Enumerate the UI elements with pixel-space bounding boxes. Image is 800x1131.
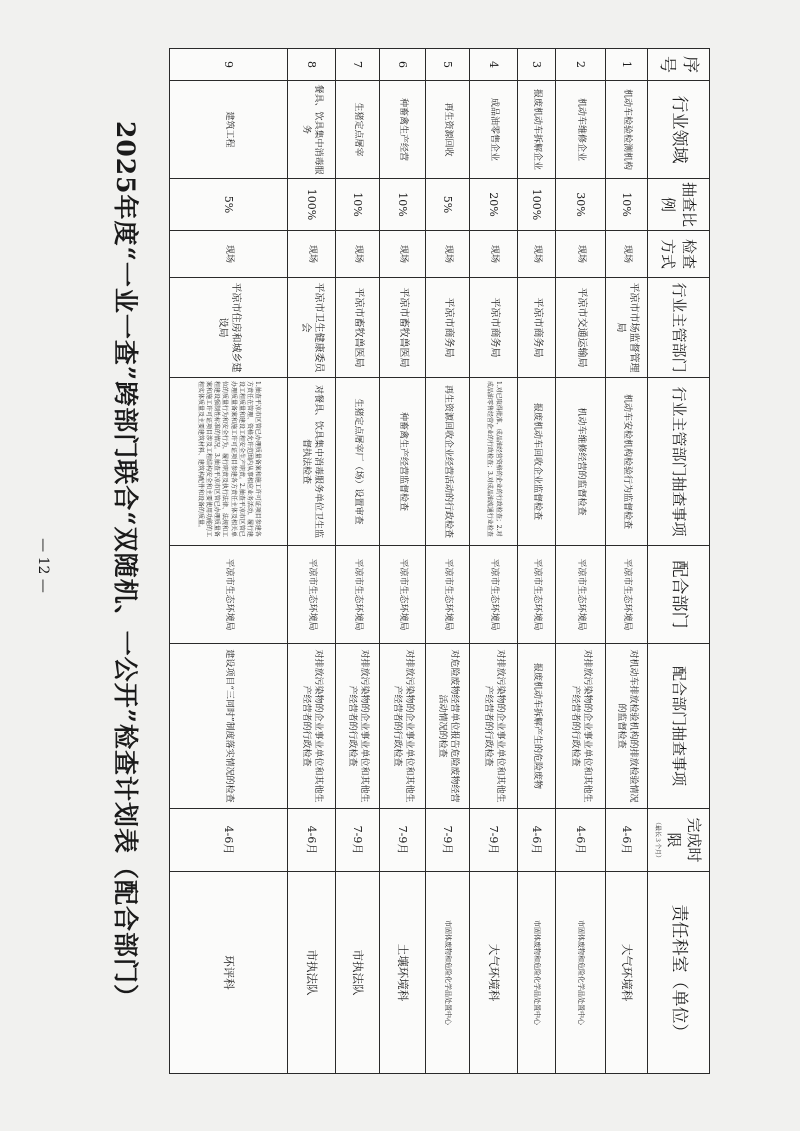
cell-method: 现场 [606,231,648,278]
cell-resp: 市执法队 [288,872,336,1074]
cell-coop-dept: 平凉市生态环境局 [380,546,426,644]
cell-lead-dept: 平凉市住房和城乡建设局 [170,278,288,378]
header-coop-items: 配合部门抽查事项 [648,644,710,809]
cell-lead-items: 机动车维修经营的监督检查 [556,378,606,546]
header-period-label: 完成时限 [664,817,703,863]
cell-period: 7-9月 [380,809,426,872]
cell-ratio: 100% [288,179,336,231]
cell-field: 成品油零售企业 [470,81,518,179]
cell-coop-items: 对排放污染物的企业事业单位和其他生产经营者的行政检查 [336,644,380,809]
cell-seq: 7 [336,49,380,81]
header-method: 检查方式 [648,231,710,278]
table-row [380,49,426,1074]
cell-coop-dept: 平凉市生态环境局 [606,546,648,644]
cell-method: 现场 [470,231,518,278]
cell-lead-dept: 平凉市畜牧兽医局 [380,278,426,378]
header-lead-items: 行业主管部门抽查事项 [648,378,710,546]
cell-lead-items: 种畜禽生产经营监督检查 [380,378,426,546]
cell-method: 现场 [336,231,380,278]
cell-lead-dept: 平凉市交通运输局 [556,278,606,378]
cell-seq: 2 [556,49,606,81]
cell-lead-items: 1.抽查平凉市区管已办理质量备案和施工许可证项目参建各方责任在管理、资格允许范围内从事相应业务活动，履行建设工程质量和建设工程安全生产职责。2.抽查平凉市区管已办理质量备案和施工许可证项目参建各方责任主体及相关单位的质量行为和安全行为，履行职责及执行法律、法规和工程建设强制性标准的情况。3.抽查平凉市区管已办理质量备案和施工许可证项目涉及工程结构安全和主要使用功能的工程实体质量及主要建筑材料、建筑构配件和设备的质量。 [170,378,288,546]
cell-lead-items: 生猪定点屠宰厂（场）设置审查 [336,378,380,546]
cell-resp: 环评科 [170,872,288,1074]
page-number: — 12 — [35,538,51,593]
cell-lead-dept: 平凉市市场监督管理局 [606,278,648,378]
cell-coop-items: 对排放污染物的企业事业单位和其他生产经营者的行政检查 [288,644,336,809]
cell-period: 4-6月 [170,809,288,872]
table-row [426,49,470,1074]
cell-lead-items: 对餐具、饮具集中消毒服务单位卫生监督执法检查 [288,378,336,546]
cell-lead-dept: 平凉市商务局 [426,278,470,378]
cell-seq: 9 [170,49,288,81]
cell-seq: 4 [470,49,518,81]
header-period [648,809,710,872]
table-row [288,49,336,1074]
table-row [170,49,288,1074]
header-seq: 序号 [648,49,710,81]
cell-coop-dept: 平凉市生态环境局 [170,546,288,644]
cell-seq: 6 [380,49,426,81]
table-row [606,49,648,1074]
cell-coop-items: 建设项目“三同时”制度落实情况的检查 [170,644,288,809]
table-row [556,49,606,1074]
cell-resp: 大气环境科 [606,872,648,1074]
cell-coop-items: 对危险废物经营单位报告危险废物经营活动情况的检查 [426,644,470,809]
cell-seq: 5 [426,49,470,81]
cell-lead-items: 机动车安检机构检验行为监督检查 [606,378,648,546]
cell-coop-dept: 平凉市生态环境局 [426,546,470,644]
cell-ratio: 20% [470,179,518,231]
cell-ratio: 5% [170,179,288,231]
cell-method: 现场 [288,231,336,278]
cell-resp: 市执法队 [336,872,380,1074]
page-title: 2025年度“一业一查”跨部门联合“双随机、一公开”检查计划表（配合部门） [111,120,140,1011]
cell-resp: 大气环境科 [470,872,518,1074]
cell-field: 机动车维修企业 [556,81,606,179]
cell-coop-dept: 平凉市生态环境局 [288,546,336,644]
cell-method: 现场 [170,231,288,278]
cell-field: 报废机动车拆解企业 [518,81,556,179]
cell-method: 现场 [518,231,556,278]
cell-field: 生猪定点屠宰 [336,81,380,179]
cell-ratio: 10% [606,179,648,231]
header-period-note: （最长３个月） [654,818,662,861]
cell-seq: 1 [606,49,648,81]
cell-resp: 市固体废物和危险化学品处置中心 [556,872,606,1074]
cell-field: 建筑工程 [170,81,288,179]
cell-coop-dept: 平凉市生态环境局 [336,546,380,644]
table-row [470,49,518,1074]
cell-field: 再生资源回收 [426,81,470,179]
header-lead-dept: 行业主管部门 [648,278,710,378]
cell-seq: 8 [288,49,336,81]
cell-lead-dept: 平凉市商务局 [518,278,556,378]
table-row [336,49,380,1074]
cell-period: 7-9月 [470,809,518,872]
cell-seq: 3 [518,49,556,81]
header-row [648,49,710,1074]
header-coop-dept: 配合部门 [648,546,710,644]
cell-lead-dept: 平凉市商务局 [470,278,518,378]
cell-ratio: 30% [556,179,606,231]
cell-coop-items: 报废机动车拆解产生的危险废物 [518,644,556,809]
cell-period: 7-9月 [426,809,470,872]
cell-field: 种畜禽生产经营 [380,81,426,179]
cell-ratio: 100% [518,179,556,231]
cell-resp: 市固体废物和危险化学品处置中心 [426,872,470,1074]
cell-period: 4-6月 [606,809,648,872]
inspection-plan-table [169,48,710,1074]
cell-period: 4-6月 [518,809,556,872]
cell-field: 餐具、饮具集中消毒服务 [288,81,336,179]
header-ratio: 抽查比例 [648,179,710,231]
cell-coop-items: 对排放污染物的企业事业单位和其他生产经营者的行政检查 [556,644,606,809]
cell-coop-dept: 平凉市生态环境局 [518,546,556,644]
cell-lead-items: 再生资源回收企业经营活动的行政检查 [426,378,470,546]
cell-coop-items: 对排放污染物的企业事业单位和其他生产经营者的行政检查 [380,644,426,809]
cell-coop-items: 对机动车排放检验机构的排放检验情况的监督检查 [606,644,648,809]
cell-lead-dept: 平凉市畜牧兽医局 [336,278,380,378]
header-field: 行业领域 [648,81,710,179]
cell-resp: 市固体废物和危险化学品处置中心 [518,872,556,1074]
cell-lead-dept: 平凉市卫生健康委员会 [288,278,336,378]
cell-method: 现场 [380,231,426,278]
cell-ratio: 10% [336,179,380,231]
cell-resp: 土壤环境科 [380,872,426,1074]
table-row [518,49,556,1074]
cell-method: 现场 [556,231,606,278]
cell-period: 4-6月 [556,809,606,872]
cell-period: 4-6月 [288,809,336,872]
cell-lead-items: 1.对已取得批准，成品油经营资格的企业的行政检查；2.对成品油零售经营企业的行政检查；3.对成品油流通行业检查 [470,378,518,546]
cell-ratio: 5% [426,179,470,231]
cell-coop-items: 对排放污染物的企业事业单位和其他生产经营者的行政检查 [470,644,518,809]
cell-ratio: 10% [380,179,426,231]
cell-field: 机动车检验检测机构 [606,81,648,179]
cell-coop-dept: 平凉市生态环境局 [556,546,606,644]
header-resp: 责任科室（单位） [648,872,710,1074]
cell-lead-items: 报废机动车回收企业监督检查 [518,378,556,546]
cell-coop-dept: 平凉市生态环境局 [470,546,518,644]
cell-method: 现场 [426,231,470,278]
cell-period: 7-9月 [336,809,380,872]
